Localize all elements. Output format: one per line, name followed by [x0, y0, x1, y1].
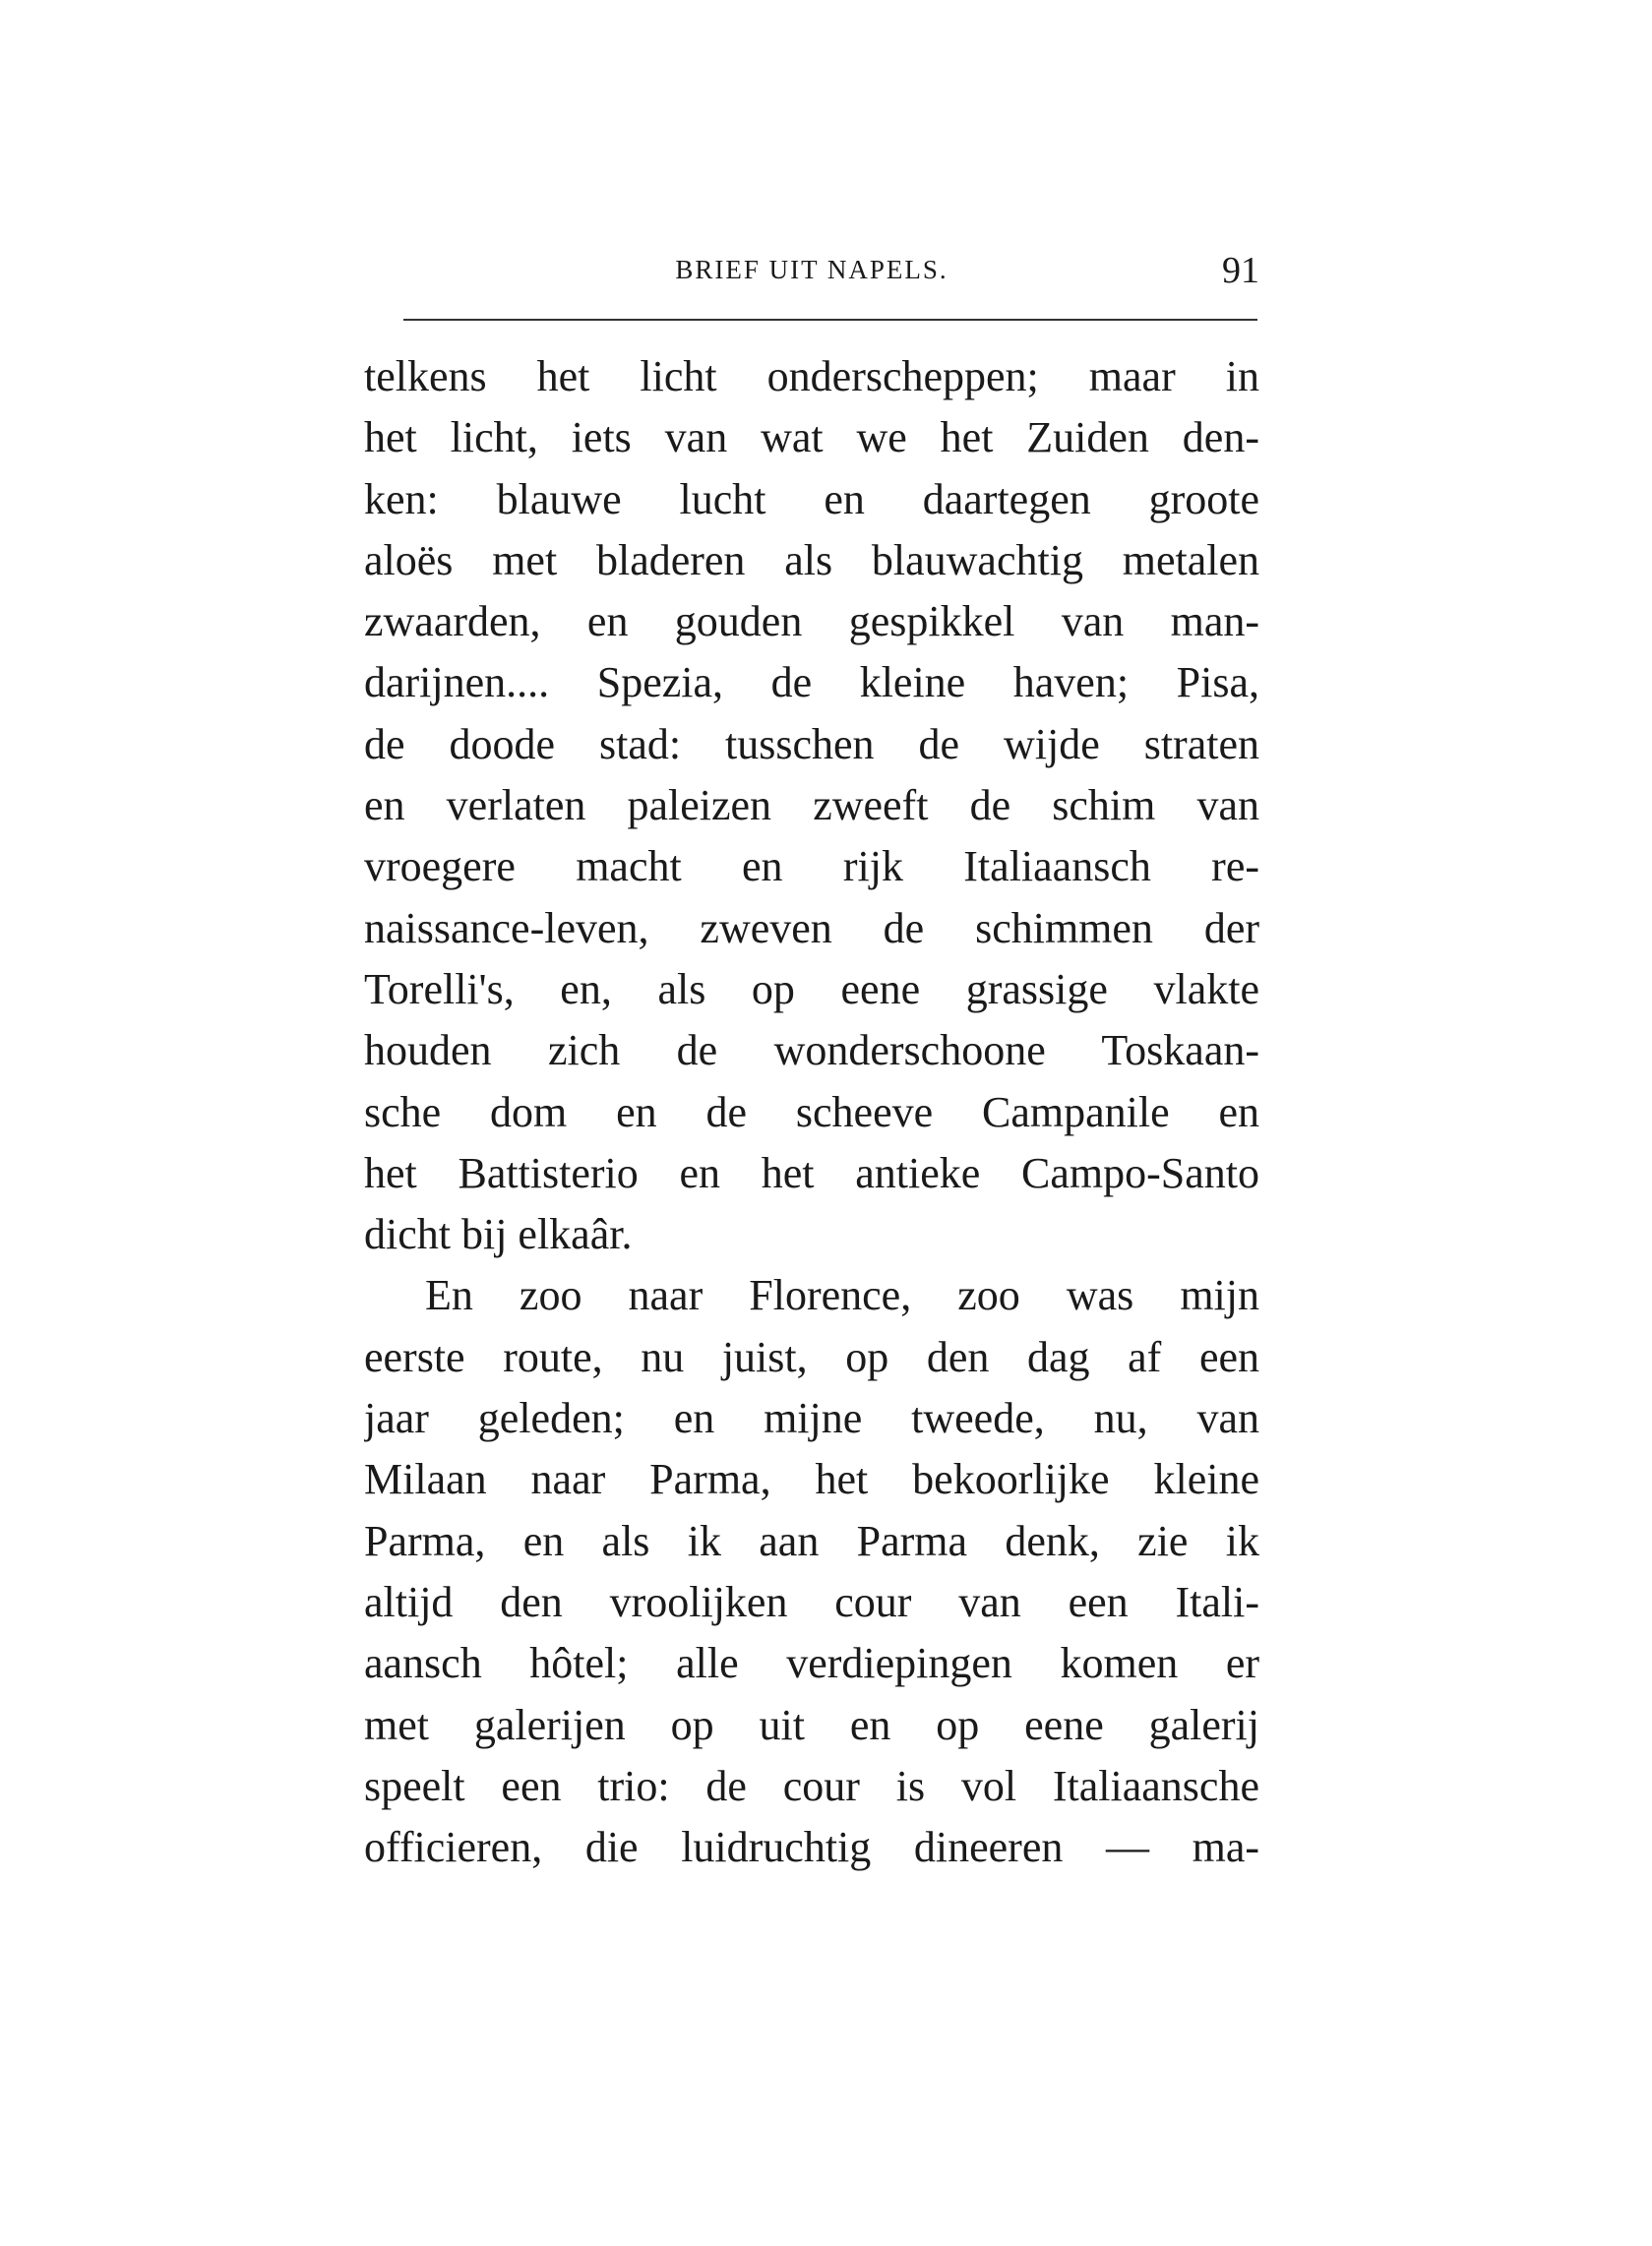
text-line: jaar geleden; en mijne tweede, nu, van	[364, 1394, 1259, 1443]
running-title: BRIEF UIT NAPELS.	[675, 255, 948, 284]
text-line: sche dom en de scheeve Campanile en	[364, 1087, 1259, 1136]
text-line: de doode stad: tusschen de wijde straten	[364, 719, 1259, 768]
paragraph-start-line: En zoo naar Florence, zoo was mijn	[425, 1271, 1259, 1320]
header-rule	[403, 319, 1257, 321]
text-line: aloës met bladeren als blauwachtig metalen	[364, 535, 1259, 584]
text-line: speelt een trio: de cour is vol Italiaansche	[364, 1761, 1259, 1810]
text-line: Milaan naar Parma, het bekoorlijke kleine	[364, 1455, 1259, 1504]
text-line: Torelli's, en, als op eene grassige vlakte	[364, 964, 1259, 1013]
text-line: met galerijen op uit en op eene galerij	[364, 1700, 1259, 1749]
text-line: zwaarden, en gouden gespikkel van man-	[364, 597, 1259, 646]
text-line: altijd den vroolijken cour van een Itali-	[364, 1577, 1259, 1626]
text-line: houden zich de wonderschoone Toskaan-	[364, 1026, 1259, 1075]
text-line: het licht, iets van wat we het Zuiden den-	[364, 413, 1259, 462]
running-head	[364, 249, 1259, 298]
text-line: en verlaten paleizen zweeft de schim van	[364, 781, 1259, 830]
text-line: vroegere macht en rijk Italiaansch re-	[364, 842, 1259, 891]
text-line: darijnen.... Spezia, de kleine haven; Pisa,	[364, 658, 1259, 707]
text-line: het Battisterio en het antieke Campo-Santo	[364, 1148, 1259, 1197]
text-line: officieren, die luidruchtig dineeren — ma-	[364, 1823, 1259, 1872]
text-line: Parma, en als ik aan Parma denk, zie ik	[364, 1516, 1259, 1565]
text-line: naissance-leven, zweven de schimmen der	[364, 903, 1259, 952]
paragraph-end-line: dicht bij elkaâr.	[364, 1210, 633, 1259]
text-line: ken: blauwe lucht en daartegen groote	[364, 474, 1259, 523]
text-line: eerste route, nu juist, op den dag af een	[364, 1332, 1259, 1381]
page-number: 91	[1222, 250, 1259, 291]
text-line: aansch hôtel; alle verdiepingen komen er	[364, 1639, 1259, 1688]
text-line: telkens het licht onderscheppen; maar in	[364, 352, 1259, 400]
body-text	[364, 346, 1259, 1878]
